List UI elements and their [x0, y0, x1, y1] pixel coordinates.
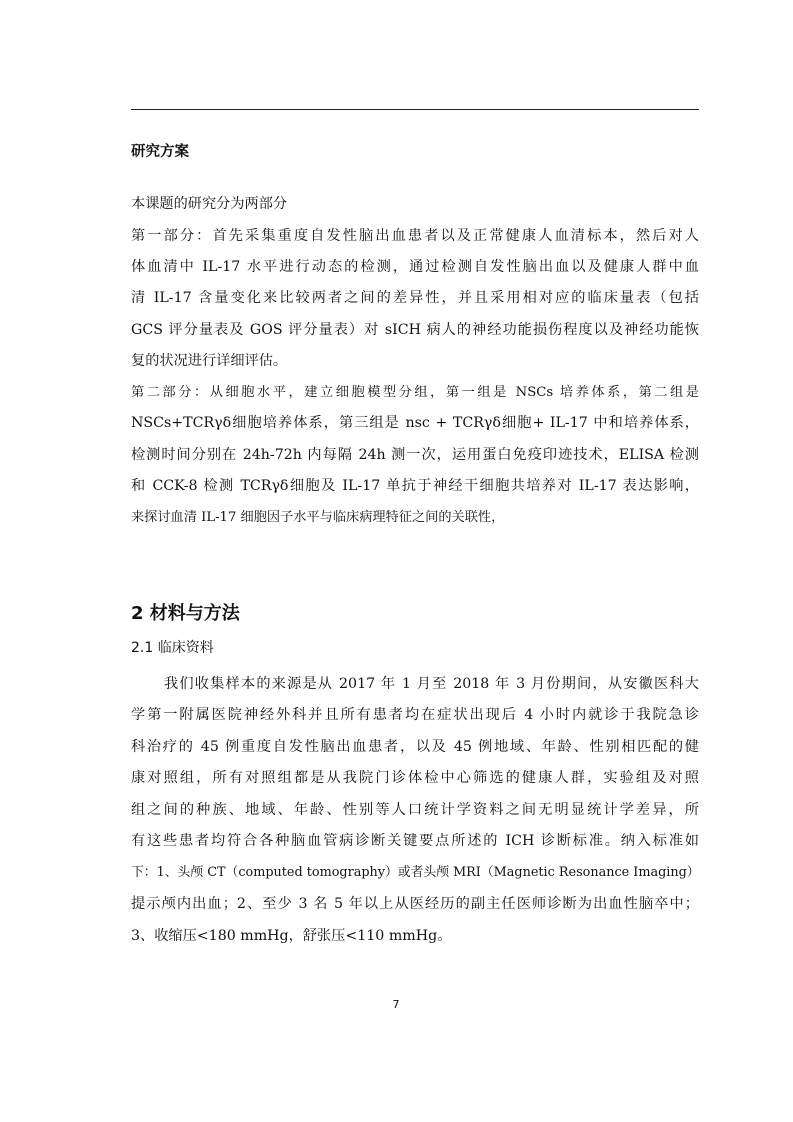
paragraph-line-3: 科治疗的 45 例重度自发性脑出血患者，以及 45 例地域、年龄、性别相匹配的健: [131, 739, 699, 755]
header-rule: [131, 109, 699, 110]
paragraph-line-4: 康对照组，所有对照组都是从我院门诊体检中心筛选的健康人群，实验组及对照: [131, 770, 699, 786]
paragraph-line-5: 组之间的种族、地域、年龄、性别等人口统计学资料之间无明显统计学差异，所: [131, 802, 699, 818]
part1-line-2: 体血清中 IL-17 水平进行动态的检测，通过检测自发性脑出血以及健康人群中血: [131, 259, 699, 275]
part1-line-3: 清 IL-17 含量变化来比较两者之间的差异性，并且采用相对应的临床量表（包括: [131, 290, 699, 306]
part1-line-4: GCS 评分量表及 GOS 评分量表）对 sICH 病人的神经功能损伤程度以及神经功能恢: [131, 322, 699, 338]
research-plan-heading: 研究方案: [131, 144, 189, 160]
part2-line-1: 第二部分：从细胞水平，建立细胞模型分组，第一组是 NSCs 培养体系，第二组是: [131, 385, 699, 400]
subsection-2-1-title: 2.1 临床资料: [131, 640, 214, 656]
paragraph-line-8: 提示颅内出血；2、至少 3 名 5 年以上从医经历的副主任医师诊断为出血性脑卒中；: [131, 896, 699, 912]
page-number: 7: [392, 998, 400, 1011]
paragraph-line-7: 下：1、头颅 CT（computed tomography）或者头颅 MRI（Magnetic Resonance Imaging）: [131, 865, 700, 880]
part1-line-5: 复的状况进行详细评估。: [131, 353, 288, 369]
part2-line-3: 检测时间分别在 24h-72h 内每隔 24h 测一次，运用蛋白免疫印迹技术，ELISA 检测: [131, 447, 699, 463]
section-2-title: 2 材料与方法: [131, 603, 240, 624]
part2-line-2: NSCs+TCRγδ细胞培养体系，第三组是 nsc + TCRγδ细胞+ IL-17 中和培养体系，: [131, 415, 699, 431]
paragraph-line-6: 有这些患者均符合各种脑血管病诊断关键要点所述的 ICH 诊断标准。纳入标准如: [131, 833, 699, 849]
paragraph-line-9: 3、收缩压<180 mmHg，舒张压<110 mmHg。: [131, 928, 452, 944]
paragraph-line-1: 我们收集样本的来源是从 2017 年 1 月至 2018 年 3 月份期间，从安徽医科大: [164, 676, 699, 692]
paragraph-line-2: 学第一附属医院神经外科并且所有患者均在症状出现后 4 小时内就诊于我院急诊: [131, 707, 699, 723]
research-plan-intro: 本课题的研究分为两部分: [131, 196, 288, 212]
part2-line-4: 和 CCK-8 检测 TCRγδ细胞及 IL-17 单抗于神经干细胞共培养对 IL-17 表达影响，: [131, 478, 699, 494]
part1-line-1: 第一部分：首先采集重度自发性脑出血患者以及正常健康人血清标本，然后对人: [131, 228, 699, 244]
part2-line-5: 来探讨血清 IL-17 细胞因子水平与临床病理特征之间的关联性，: [131, 510, 505, 525]
